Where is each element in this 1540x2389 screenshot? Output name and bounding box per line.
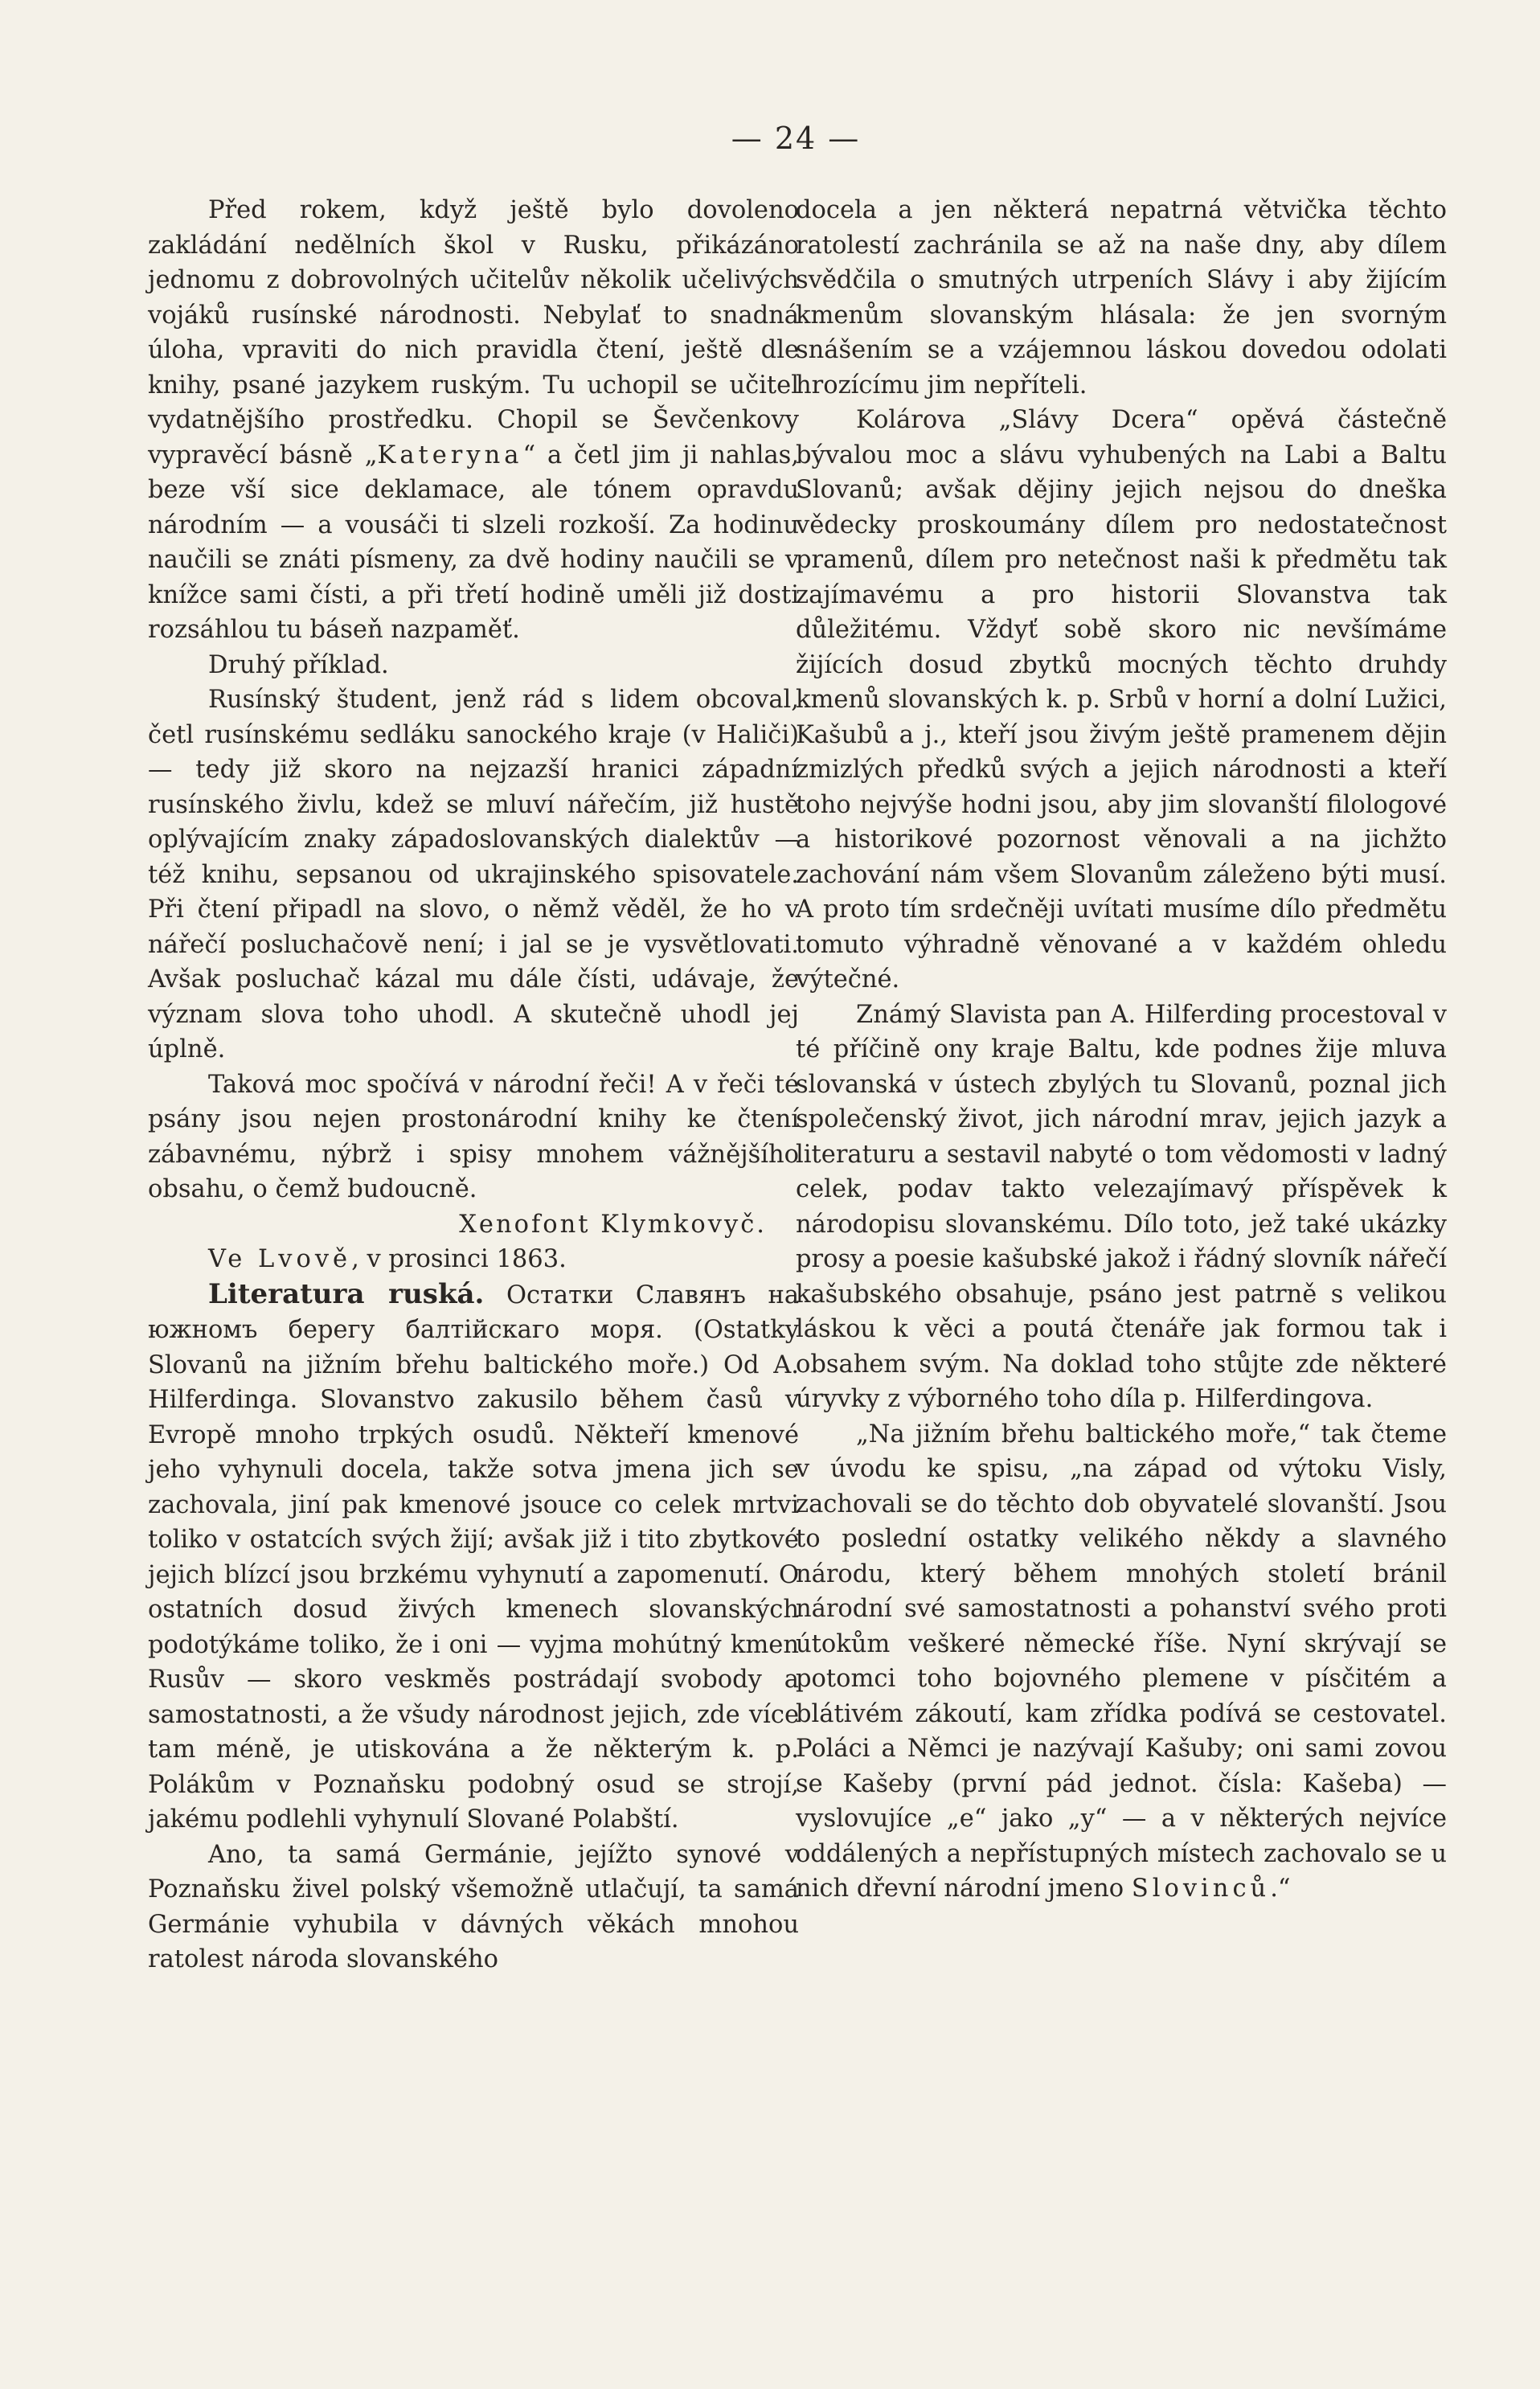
place-date: Ve Lvově, v prosinci 1863. (208, 1245, 567, 1273)
literature-section: Literatura ruská. Остатки Славянъ на южномъ берегу балтійскаго моря. (Ostatky Slovanů na jižním břehu baltického moře.) Od A. Hilferdinga. Slovanstvo zakusilo během časů v Evropě mnoho trpkých osudů. Někteří kmenové jeho vyhynuli docela, takže sotva jmena jich se zachovala, jiní pak kmenové jsouce co celek mrtvi toliko v ostatcích svých žijí; avšak již i tito zbytkové jejich blízcí jsou brzkému vyhynutí a zapomenutí. O ostatních dosud živých kmenech slovanských podotýkáme toliko, že i oni — vyjma mohútný kmen Rusův — skoro veskměs postrádají svobody a samostatnosti, a že všudy národnost jejich, zde více tam méně, je utiskována a že některým k. p. Polákům v Poznaňsku podobný osud se strojí, jakému podlehli vyhynulí Slované Polabští. (148, 1277, 799, 1834)
page-number: — 24 — (731, 121, 861, 156)
paragraph: Známý Slavista pan A. Hilferding procestoval v té příčině ony kraje Baltu, kde podnes žije mluva slovanská v ústech zbylých tu Slovanů, poznal jich společenský život, jich národní mrav, jejich jazyk a literaturu a sestavil nabyté o tom vědomosti v ladný celek, podav takto velezajímavý příspěvek k národopisu slovanskému. Dílo toto, jež také ukázky prosy a poesie kašubské jakož i řádný slovník nářečí kašubského obsahuje, psáno jest patrně s velikou láskou k věci a poutá čtenáře jak formou tak i obsahem svým. Na doklad toho stůjte zde některé úryvky z výborného toho díla p. Hilferdingova. (796, 1000, 1447, 1413)
author-signature: Xenofont Klymkovyč. (459, 1210, 767, 1239)
paragraph: Rusínský študent, jenž rád s lidem obcoval, četl rusínskému sedláku sanockého kraje (v Haliči) — tedy již skoro na nejzazší hranici západní rusínského živlu, kdež se mluví nářečím, již hustě oplývajícím znaky západoslovanských dialektův — též knihu, sepsanou od ukrajinského spisovatele. Při čtení připadl na slovo, o němž věděl, že ho v nářečí posluchačově není; i jal se je vysvětlovati. Avšak posluchač kázal mu dále čísti, udávaje, že význam slova toho uhodl. A skutečně uhodl jej úplně. (148, 686, 799, 1063)
paragraph: Před rokem, když ještě bylo dovoleno zakládání nedělních škol v Rusku, přikázáno jednomu z dobrovolných učitelův několik učelivých vojáků rusínské národnosti. Nebylať to snadná úloha, vpraviti do nich pravidla čtení, ještě dle knihy, psané jazykem ruským. Tu uchopil se učitel vydatnějšího prostředku. Chopil se Ševčenkovy vypravěcí básně „Kateryna“ a četl jim ji nahlas, beze vší sice deklamace, ale tónem opravdu národním — a vousáči ti slzeli rozkoší. Za hodinu naučili se znáti písmeny, za dvě hodiny naučili se v knížce sami čísti, a při třetí hodině uměli již dosti rozsáhlou tu báseň nazpaměť. (148, 196, 799, 644)
paragraph: Kolárova „Slávy Dcera“ opěvá částečně bývalou moc a slávu vyhubených na Labi a Baltu Slovanů; avšak dějiny jejich nejsou do dneška vědecky proskoumány dílem pro nedostatečnost pramenů, dílem pro netečnost naši k předmětu tak zajímavému a pro historii Slovanstva tak důležitému. Vždyť sobě skoro nic nevšímáme žijících dosud zbytků mocných těchto druhdy kmenů slovanských k. p. Srbů v horní a dolní Lužici, Kašubů a j., kteří jsou živým ještě pramenem dějin zmizlých předků svých a jejich národnosti a kteří toho nejvýše hodni jsou, aby jim slovanští filologové a historikové pozornost věnovali a na jichžto zachování nám všem Slovanům záleženo býti musí. A proto tím srdečněji uvítati musíme dílo předmětu tomuto výhradně věnované a v každém ohledu výtečné. (796, 406, 1447, 994)
paragraph: Ano, ta samá Germánie, jejížto synové v Poznaňsku živel polský všemožně utlačují, ta samá Germánie vyhubila v dávných věkách mnohou ratolest národa slovanského (148, 1840, 799, 1973)
paragraph: docela a jen některá nepatrná větvička těchto ratolestí zachránila se až na naše dny, aby dílem svědčila o smutných utrpeních Slávy i aby žijícím kmenům slovanským hlásala: že jen svorným snášením se a vzájemnou láskou dovedou odolati hrozícímu jim nepříteli. (796, 196, 1447, 400)
paragraph: Druhý příklad. (208, 650, 389, 679)
section-heading: Literatura ruská. (208, 1277, 485, 1310)
left-column (148, 193, 799, 1977)
paragraph: Taková moc spočívá v národní řeči! A v řeči té psány jsou nejen prostonárodní knihy ke čtení zábavnému, nýbrž i spisy mnohem vážnějšího obsahu, o čemž budoucně. (148, 1070, 799, 1203)
right-column (796, 193, 1447, 1907)
paragraph: „Na jižním břehu baltického moře,“ tak čteme v úvodu ke spisu, „na západ od výtoku Visly, zachovali se do těchto dob obyvatelé slovanští. Jsou to poslední ostatky velikého někdy a slavného národu, který během mnohých století bránil národní své samostatnosti a pohanství svého proti útokům veškeré německé říše. Nyní skrývají se potomci toho bojovného plemene v písčitém a blátivém zákoutí, kam zřídka podívá se cestovatel. Poláci a Němci je nazývají Kašuby; oni sami zovou se Kašeby (první pád jednot. čísla: Kašeba) — vyslovujíce „e“ jako „y“ — a v některých nejvíce oddálených a nepřístupných místech zachovalo se u nich dřevní národní jmeno Slovinců.“ (796, 1420, 1447, 1903)
